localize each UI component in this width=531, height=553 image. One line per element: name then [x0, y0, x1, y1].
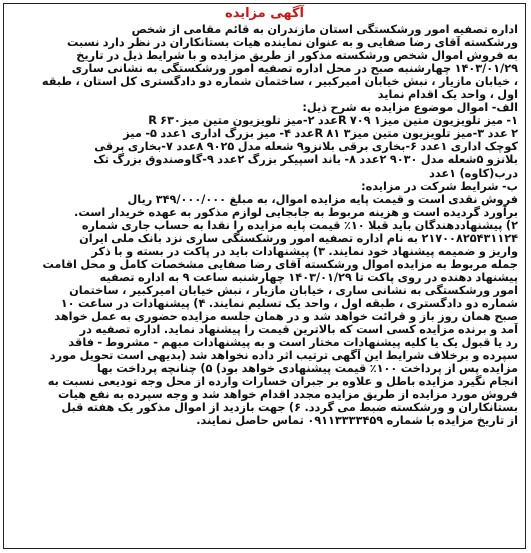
notice-line: جمله مربوط به مزایده اموال ورشکسته آقای رضا صفایی مشخصات کامل و محل اقامت [42, 257, 518, 271]
notice-line: آمد و برنده مزایده کسی است که بالاترین قیمت را پیشنهاد نماید. اداره تصفیه در [79, 323, 518, 337]
notice-line: درب(کاوه) ۱عدد [429, 166, 518, 180]
section-heading-conditions: ب- شرایط شرکت در مزایده: [361, 179, 518, 193]
notice-line: بستانکاران و ورشکسته ضبط می گردد. ۶) جهت بازدید از اموال مذکور یک هفته قبل [61, 401, 518, 415]
notice-line: فروش نقدی است و قیمت پایه مزایده اموال، به مبلغ ۳۴۹/۰۰۰/۰۰۰ ریال [127, 192, 518, 206]
notice-line: برآورد گردیده است و هزینه مربوط به جابجایی لوازم مذکور به عهده خریدار است. [74, 205, 518, 219]
notice-line: اداره تصفیه امور ورشکستگی استان مازندران به قائم مقامی از شخص [131, 23, 518, 36]
notice-line: رد یا قبول یک یا کلیه پیشنهادات مختار است و به پیشنهادات مبهم - مشروط - فاقد [68, 336, 518, 350]
notice-title: آگهی مزایده [225, 6, 304, 21]
notice-line: مزایده پس از پرداخت ۱۰۰٪ قیمت پیشنهادی خواهد بود) ۵) چنانچه پرداخت بها [96, 362, 518, 376]
notice-line: فروش مورد مزایده از طریق مزایده مجدد اقدام خواهد شد و وجه سپرده به نفع هیات [57, 388, 518, 402]
notice-line: بلانزو ۵شعله مدل ۹۰۳۰ ۲عدد ۸- باند اسپیکر بزرگ ۲عدد ۹-گاوصندوق بزرگ تک [93, 153, 518, 167]
auction-notice [3, 3, 526, 549]
notice-line: انجام نگیرد مزایده باطل و علاوه بر جبران خسارات وارده از محل وجه تودیعی نسبت به [47, 375, 518, 389]
notice-line: به فروش اموال شخص ورشکسته مذکور از طریق مزایده و با شرایط ذیل در تاریخ [76, 49, 518, 63]
notice-line: شماره دو دادگستری ، طبقه اول ، واحد یک تسلیم نمایند. ۴) پیشنهادات در ساعت ۱۰ [60, 296, 518, 310]
notice-line: ۱- میز تلویزیون متین میزR ۷۰۹ ۱عدد ۲-میز تلویزیون متین میزR ۶۳۰ [148, 114, 518, 128]
notice-line: کوچک اداری ۱عدد ۶-بخاری برقی بلانزو۹ شعله مدل ۹۰۲۵ ۸عدد ۷-بخاری برقی [94, 140, 518, 154]
notice-line: امور ورشکستگی به نشانی ساری ، خیابان مازیار ، نبش خیابان امیرکبیر ، ساختمان [69, 283, 518, 297]
notice-line: ۱۴۰۳/۰۱/۲۹ چهارشنبه صبح در محل اداره تصفیه امور ورشکستگی به نشانی ساری [71, 62, 518, 76]
notice-line: از تاریخ مزایده با شماره ۰۹۱۱۳۳۳۳۴۵۹ تماس حاصل نمایند. [196, 414, 518, 428]
notice-line: ورشکسته آقای رضا صفایی و به عنوان نماینده هیات بستانکاران در نظر دارد نسبت [67, 36, 518, 50]
notice-body [11, 23, 518, 545]
notice-line: اول ، واحد یک اقدام نماید [377, 88, 518, 102]
notice-line: واریز و ضمیمه پیشنهاد خود نمایند. ۳) پیشنهادات باید در پاکت در بسته و با ذکر [91, 244, 518, 258]
notice-line: سپرده و برخلاف شرایط این آگهی ترتیب اثر داده نخواهد شد (بدیهی است تحویل مورد [49, 349, 518, 363]
notice-line: ، خیابان مازیار ، نبش خیابان امیرکبیر ، ساختمان شماره دو دادگستری کل استان ، طبقه [41, 75, 518, 89]
notice-line: ۲۱۷۰۰۸۲۵۴۳۱۱۲۴ به نام اداره تصفیه امور ورشکستگی ساری نزد بانک ملی ایران [79, 231, 518, 245]
notice-line: صبح همان روز باز و قرائت خواهد شد و در همان جلسه مزایده حضوری به عمل خواهد [54, 310, 518, 324]
notice-line: ۲) پیشنهاددهندگان باید قبلا ۱۰٪ قیمت پایه مزایده را نقدا به حساب جاری شماره [81, 218, 518, 232]
notice-line: پیشنهاد دهنده در روی پاکت تا ۱۴۰۳/۰۱/۲۹ چهارشنبه ساعت ۹ به اداره تصفیه [99, 270, 518, 284]
notice-line: ۲ عدد ۳-میز تلویزیون متین میزR ۸۱ ۳عدد ۴- میز بزرگ اداری ۱عدد ۵- میز [123, 127, 518, 141]
section-heading-items: الف- اموال موضوع مزایده به شرح ذیل: [302, 101, 518, 115]
